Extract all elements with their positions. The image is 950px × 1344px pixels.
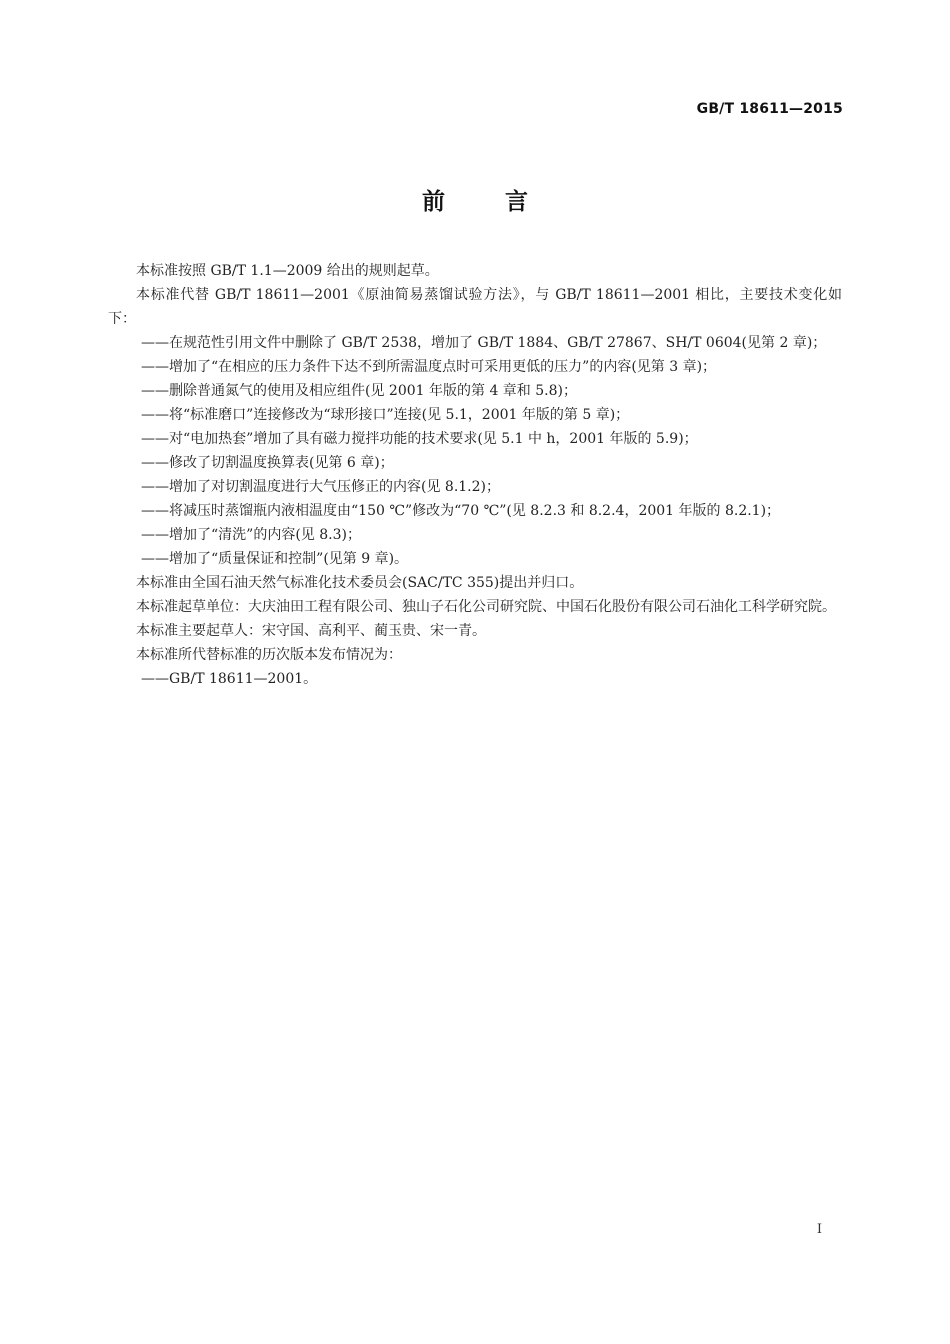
change-item: ——在规范性引用文件中删除了 GB/T 2538，增加了 GB/T 1884、GB/T 27867、SH/T 0604(见第 2 章)； (141, 335, 827, 351)
page-number: I (816, 1222, 822, 1237)
change-item: ——将“标准磨口”连接修改为“球形接口”连接(见 5.1，2001 年版的第 5 章)； (141, 407, 630, 423)
history-item: ——GB/T 18611—2001。 (141, 671, 318, 687)
change-item: ——将减压时蒸馏瓶内液相温度由“150 ℃”修改为“70 ℃”(见 8.2.3 和 8.2.4，2001 年版的 8.2.1)； (141, 503, 781, 519)
change-item: ——删除普通氮气的使用及相应组件(见 2001 年版的第 4 章和 5.8)； (141, 383, 577, 399)
paragraph-drafters: 本标准主要起草人：宋守国、高利平、蔺玉贵、宋一青。 (136, 623, 486, 639)
standard-code: GB/T 18611—2015 (696, 101, 843, 117)
page-title: 前言 (422, 189, 588, 215)
paragraph-proposer: 本标准由全国石油天然气标准化技术委员会(SAC/TC 355)提出并归口。 (136, 575, 584, 591)
paragraph-drafting-rules: 本标准按照 GB/T 1.1—2009 给出的规则起草。 (136, 263, 439, 279)
foreword-body (108, 259, 842, 691)
paragraph-drafting-units: 本标准起草单位：大庆油田工程有限公司、独山子石化公司研究院、中国石化股份有限公司石油化工科学研究院。 (136, 599, 836, 615)
paragraph-replacement: 本标准代替 GB/T 18611—2001《原油简易蒸馏试验方法》，与 GB/T 18611—2001 相比，主要技术变化如下： (108, 287, 842, 327)
change-item: ——增加了“在相应的压力条件下达不到所需温度点时可采用更低的压力”的内容(见第 3 章)； (141, 359, 717, 375)
change-item: ——增加了“清洗”的内容(见 8.3)； (141, 527, 361, 543)
change-item: ——增加了“质量保证和控制”(见第 9 章)。 (141, 551, 409, 567)
change-item: ——修改了切割温度换算表(见第 6 章)； (141, 455, 394, 471)
change-item: ——增加了对切割温度进行大气压修正的内容(见 8.1.2)； (141, 479, 500, 495)
paragraph-history-intro: 本标准所代替标准的历次版本发布情况为： (136, 647, 402, 663)
change-item: ——对“电加热套”增加了具有磁力搅拌功能的技术要求(见 5.1 中 h，2001 年版的 5.9)； (141, 431, 698, 447)
